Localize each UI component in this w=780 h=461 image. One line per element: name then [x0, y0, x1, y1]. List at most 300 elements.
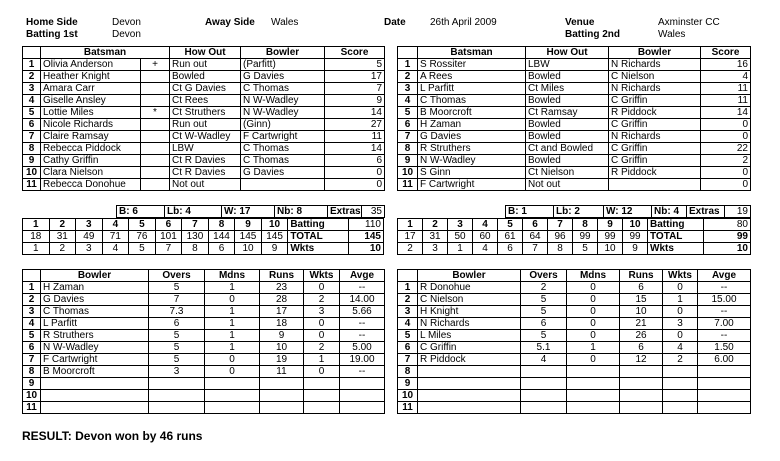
fow-wicket-number: 6 — [523, 219, 548, 231]
extras-value: 19 — [725, 206, 751, 218]
row-number: 11 — [398, 402, 418, 414]
total-label: TOTAL — [648, 231, 704, 243]
score: 5 — [325, 59, 385, 71]
row-number: 2 — [398, 71, 418, 83]
bowler-row — [23, 330, 385, 342]
batting-value: 80 — [704, 219, 751, 231]
wickets-value: 10 — [704, 243, 751, 255]
how-out: Bowled — [526, 71, 609, 83]
fow-score: 31 — [49, 231, 76, 243]
bowler-name: R Piddock — [609, 167, 701, 179]
bowler-name — [241, 179, 325, 191]
row-number: 6 — [398, 119, 418, 131]
maidens: 0 — [567, 282, 620, 294]
batsman-name: C Thomas — [418, 95, 526, 107]
batsman-name: Amara Carr — [41, 83, 141, 95]
average: -- — [698, 330, 751, 342]
wickets: 2 — [663, 354, 698, 366]
overs: 5 — [149, 342, 205, 354]
bowler-name: N Richards — [418, 318, 521, 330]
maidens-header: Mdns — [567, 270, 620, 282]
overs — [521, 366, 567, 378]
maidens: 1 — [205, 330, 260, 342]
fow-score: 31 — [423, 231, 448, 243]
score-header: Score — [325, 47, 385, 59]
how-out: Ct G Davies — [170, 83, 241, 95]
wickets: 0 — [304, 366, 340, 378]
average: 6.00 — [698, 354, 751, 366]
fow-batsman-row — [23, 243, 384, 255]
extras-value: 35 — [362, 206, 385, 218]
wickets-label: Wkts — [648, 243, 704, 255]
bowler-name: R Struthers — [41, 330, 149, 342]
bowler-row — [23, 378, 385, 390]
bowler-row — [398, 318, 751, 330]
fow-score-row — [23, 231, 384, 243]
row-number: 1 — [23, 282, 41, 294]
batsman-row — [398, 167, 751, 179]
bowler-name: R Piddock — [418, 354, 521, 366]
batsman-name: Rebecca Piddock — [41, 143, 141, 155]
bowler-name: N Richards — [609, 131, 701, 143]
maidens: 0 — [205, 294, 260, 306]
bowler-row — [23, 354, 385, 366]
wickets-header: Wkts — [304, 270, 340, 282]
bowler-name: C Thomas — [241, 155, 325, 167]
header-num-cell — [398, 47, 418, 59]
batsman-row — [23, 95, 385, 107]
batsman-header: Batsman — [418, 47, 526, 59]
captain-keeper-mark: + — [141, 59, 170, 71]
row-number: 6 — [23, 342, 41, 354]
total-value: 99 — [704, 231, 751, 243]
score: 17 — [325, 71, 385, 83]
score: 2 — [701, 155, 751, 167]
overs — [149, 402, 205, 414]
row-number: 9 — [398, 155, 418, 167]
wickets — [663, 402, 698, 414]
bowler-name: R Piddock — [609, 107, 701, 119]
bowler-name: (Ginn) — [241, 119, 325, 131]
batsman-name: F Cartwright — [418, 179, 526, 191]
row-number: 1 — [23, 59, 41, 71]
bowler-name: H Zaman — [41, 282, 149, 294]
row-number: 7 — [23, 131, 41, 143]
row-number: 9 — [23, 378, 41, 390]
fow-wicket-number: 3 — [76, 219, 103, 231]
score: 0 — [325, 167, 385, 179]
row-number: 6 — [23, 119, 41, 131]
maidens: 1 — [205, 318, 260, 330]
fow-batsman-out: 1 — [448, 243, 473, 255]
how-out: Bowled — [526, 155, 609, 167]
how-out: Bowled — [526, 131, 609, 143]
runs: 10 — [620, 306, 663, 318]
batsman-row — [23, 83, 385, 95]
score: 0 — [701, 131, 751, 143]
fow-batsman-out: 8 — [182, 243, 209, 255]
fow-score: 49 — [76, 231, 103, 243]
maidens — [205, 390, 260, 402]
maidens-header: Mdns — [205, 270, 260, 282]
wickets — [304, 402, 340, 414]
bowler-name: F Cartwright — [41, 354, 149, 366]
away-extras-row — [505, 205, 751, 218]
overs: 5.1 — [521, 342, 567, 354]
batsman-name: Rebecca Donohue — [41, 179, 141, 191]
runs — [620, 366, 663, 378]
score: 22 — [701, 143, 751, 155]
wickets — [663, 366, 698, 378]
captain-keeper-mark — [141, 71, 170, 83]
wickets: 1 — [304, 354, 340, 366]
how-out-header: How Out — [526, 47, 609, 59]
wickets: 3 — [663, 318, 698, 330]
wickets: 0 — [663, 306, 698, 318]
bowler-header: Bowler — [241, 47, 325, 59]
bowler-name — [418, 366, 521, 378]
captain-keeper-mark — [141, 179, 170, 191]
fow-wicket-number: 10 — [261, 219, 288, 231]
how-out: Ct R Davies — [170, 155, 241, 167]
fow-wicket-number: 5 — [498, 219, 523, 231]
batsman-row — [398, 83, 751, 95]
bowler-row — [23, 318, 385, 330]
row-number: 1 — [398, 59, 418, 71]
score: 0 — [701, 119, 751, 131]
batsman-name: G Davies — [418, 131, 526, 143]
fow-wicket-number: 1 — [398, 219, 423, 231]
fow-batsman-out: 2 — [398, 243, 423, 255]
batting-first-label: Batting 1st — [26, 29, 78, 40]
overs: 7.3 — [149, 306, 205, 318]
bowling-header-row — [398, 270, 751, 282]
fow-score-row — [398, 231, 751, 243]
venue-label: Venue — [565, 17, 595, 28]
row-number: 7 — [23, 354, 41, 366]
leg-byes: Lb: 4 — [165, 206, 222, 218]
row-number: 4 — [23, 95, 41, 107]
average: -- — [698, 306, 751, 318]
row-number: 2 — [398, 294, 418, 306]
bowler-name: C Griffin — [609, 119, 701, 131]
fow-wicket-row — [398, 219, 751, 231]
fow-wicket-number: 2 — [423, 219, 448, 231]
runs-header: Runs — [620, 270, 663, 282]
row-number: 3 — [398, 83, 418, 95]
bowler-header: Bowler — [41, 270, 149, 282]
runs: 12 — [620, 354, 663, 366]
score: 16 — [701, 59, 751, 71]
average: 19.00 — [340, 354, 385, 366]
bowler-name: C Thomas — [241, 83, 325, 95]
row-number: 10 — [23, 167, 41, 179]
row-number: 3 — [398, 306, 418, 318]
maidens: 0 — [567, 294, 620, 306]
fow-wicket-number: 9 — [598, 219, 623, 231]
date-label: Date — [384, 17, 406, 28]
wickets — [663, 378, 698, 390]
away-side-value: Wales — [271, 17, 299, 28]
fow-wicket-number: 2 — [49, 219, 76, 231]
maidens: 0 — [567, 318, 620, 330]
total-value: 145 — [348, 231, 383, 243]
overs: 5 — [149, 354, 205, 366]
fow-batsman-out: 7 — [523, 243, 548, 255]
score: 0 — [701, 179, 751, 191]
batsman-row — [23, 107, 385, 119]
runs — [260, 390, 304, 402]
bowler-name: C Thomas — [241, 143, 325, 155]
average: 15.00 — [698, 294, 751, 306]
fow-wicket-number: 10 — [623, 219, 648, 231]
batsman-row — [398, 131, 751, 143]
average — [698, 378, 751, 390]
bowler-row — [398, 330, 751, 342]
fow-score: 71 — [102, 231, 129, 243]
average — [340, 402, 385, 414]
fow-score: 61 — [498, 231, 523, 243]
overs: 6 — [149, 318, 205, 330]
average-header: Avge — [340, 270, 385, 282]
batsman-row — [398, 179, 751, 191]
wickets: 4 — [663, 342, 698, 354]
bowler-name: B Moorcroft — [41, 366, 149, 378]
bowler-name: N W-Wadley — [241, 107, 325, 119]
row-number: 8 — [23, 366, 41, 378]
runs: 9 — [260, 330, 304, 342]
bowler-row — [398, 306, 751, 318]
how-out: Ct R Davies — [170, 167, 241, 179]
fow-wicket-number: 6 — [155, 219, 182, 231]
how-out: Not out — [170, 179, 241, 191]
batsman-name: S Ginn — [418, 167, 526, 179]
away-batting-table — [397, 46, 751, 191]
how-out: Bowled — [526, 95, 609, 107]
overs: 3 — [149, 366, 205, 378]
row-number: 7 — [398, 131, 418, 143]
batsman-name: Olivia Anderson — [41, 59, 141, 71]
score: 0 — [701, 167, 751, 179]
fow-batsman-out: 2 — [49, 243, 76, 255]
wickets-value: 10 — [348, 243, 383, 255]
fow-batsman-out: 1 — [23, 243, 50, 255]
batsman-row — [398, 143, 751, 155]
row-number: 9 — [398, 378, 418, 390]
bowler-name: F Cartwright — [241, 131, 325, 143]
fow-batsman-row — [398, 243, 751, 255]
captain-keeper-mark — [141, 83, 170, 95]
bowler-name: C Griffin — [609, 143, 701, 155]
home-fow-table — [22, 218, 384, 255]
maidens — [205, 378, 260, 390]
bowler-name: C Griffin — [418, 342, 521, 354]
batsman-row — [398, 107, 751, 119]
fow-batsman-out: 7 — [155, 243, 182, 255]
overs — [521, 378, 567, 390]
wickets: 0 — [663, 330, 698, 342]
wickets — [304, 390, 340, 402]
bowler-name: N W-Wadley — [41, 342, 149, 354]
batsman-name: N W-Wadley — [418, 155, 526, 167]
how-out: Bowled — [170, 71, 241, 83]
fow-wicket-number: 1 — [23, 219, 50, 231]
fow-score: 144 — [208, 231, 235, 243]
score-header: Score — [701, 47, 751, 59]
bowler-row — [398, 390, 751, 402]
fow-score: 76 — [129, 231, 156, 243]
fow-batsman-out: 6 — [498, 243, 523, 255]
row-number: 7 — [398, 354, 418, 366]
runs: 6 — [620, 342, 663, 354]
score: 4 — [701, 71, 751, 83]
row-number: 11 — [23, 402, 41, 414]
overs-header: Overs — [149, 270, 205, 282]
fow-batsman-out: 10 — [235, 243, 262, 255]
row-number: 10 — [398, 167, 418, 179]
bowler-name — [41, 402, 149, 414]
byes: B: 1 — [506, 206, 554, 218]
average: -- — [340, 282, 385, 294]
header-num-cell — [23, 270, 41, 282]
fow-batsman-out: 4 — [102, 243, 129, 255]
average: 5.66 — [340, 306, 385, 318]
bowler-row — [398, 294, 751, 306]
row-number: 1 — [398, 282, 418, 294]
batsman-row — [23, 143, 385, 155]
header-num-cell — [23, 47, 41, 59]
wickets — [304, 378, 340, 390]
how-out: LBW — [170, 143, 241, 155]
fow-score: 130 — [182, 231, 209, 243]
batsman-header: Batsman — [41, 47, 170, 59]
overs: 2 — [521, 282, 567, 294]
row-number: 4 — [398, 318, 418, 330]
overs: 6 — [521, 318, 567, 330]
fow-batsman-out: 5 — [129, 243, 156, 255]
no-balls: Nb: 8 — [275, 206, 328, 218]
batsman-row — [23, 59, 385, 71]
batsman-row — [23, 119, 385, 131]
overs: 5 — [521, 306, 567, 318]
runs: 23 — [260, 282, 304, 294]
runs: 21 — [620, 318, 663, 330]
average — [340, 390, 385, 402]
row-number: 9 — [23, 155, 41, 167]
runs-header: Runs — [260, 270, 304, 282]
bowler-name: C Griffin — [609, 95, 701, 107]
wickets: 3 — [304, 306, 340, 318]
row-number: 3 — [23, 83, 41, 95]
runs: 18 — [260, 318, 304, 330]
batsman-row — [398, 59, 751, 71]
bowler-name: C Thomas — [41, 306, 149, 318]
captain-keeper-mark — [141, 167, 170, 179]
bowler-row — [23, 282, 385, 294]
score: 9 — [325, 95, 385, 107]
bowler-row — [398, 378, 751, 390]
bowler-row — [398, 354, 751, 366]
overs: 5 — [149, 282, 205, 294]
fow-batsman-out: 3 — [76, 243, 103, 255]
average: -- — [340, 366, 385, 378]
average-header: Avge — [698, 270, 751, 282]
runs: 28 — [260, 294, 304, 306]
batsman-name: Claire Ramsay — [41, 131, 141, 143]
how-out: Ct W-Wadley — [170, 131, 241, 143]
wickets-header: Wkts — [663, 270, 698, 282]
bowler-name: H Knight — [418, 306, 521, 318]
score: 11 — [325, 131, 385, 143]
maidens — [567, 366, 620, 378]
how-out: Not out — [526, 179, 609, 191]
batsman-name: H Zaman — [418, 119, 526, 131]
how-out: Ct Nielson — [526, 167, 609, 179]
bowler-row — [398, 342, 751, 354]
runs: 26 — [620, 330, 663, 342]
header-num-cell — [398, 270, 418, 282]
captain-keeper-mark: * — [141, 107, 170, 119]
row-number: 8 — [398, 143, 418, 155]
bowler-name — [418, 390, 521, 402]
fow-wicket-number: 4 — [473, 219, 498, 231]
overs: 5 — [149, 330, 205, 342]
row-number: 3 — [23, 306, 41, 318]
bowler-name: C Nielson — [418, 294, 521, 306]
wickets: 2 — [304, 294, 340, 306]
batting-value: 110 — [348, 219, 383, 231]
wickets: 2 — [304, 342, 340, 354]
fow-wicket-number: 8 — [208, 219, 235, 231]
fow-batsman-out: 8 — [548, 243, 573, 255]
overs: 4 — [521, 354, 567, 366]
overs: 5 — [521, 330, 567, 342]
wickets — [663, 390, 698, 402]
fow-batsman-out: 4 — [473, 243, 498, 255]
away-bowling-table — [22, 269, 385, 414]
fow-score: 96 — [548, 231, 573, 243]
maidens: 0 — [205, 354, 260, 366]
bowler-name: R Donohue — [418, 282, 521, 294]
score: 27 — [325, 119, 385, 131]
runs: 6 — [620, 282, 663, 294]
fow-batsman-out: 5 — [573, 243, 598, 255]
fow-score: 99 — [573, 231, 598, 243]
fow-score: 99 — [598, 231, 623, 243]
batsman-name: R Struthers — [418, 143, 526, 155]
how-out-header: How Out — [170, 47, 241, 59]
bowler-row — [23, 402, 385, 414]
overs: 5 — [521, 294, 567, 306]
fow-wicket-number: 4 — [102, 219, 129, 231]
average — [698, 390, 751, 402]
average: 5.00 — [340, 342, 385, 354]
fow-score: 101 — [155, 231, 182, 243]
runs: 17 — [260, 306, 304, 318]
batsman-row — [23, 131, 385, 143]
match-result: RESULT: Devon won by 46 runs — [22, 429, 203, 443]
wickets: 0 — [304, 330, 340, 342]
score: 6 — [325, 155, 385, 167]
average: 7.00 — [698, 318, 751, 330]
bowler-row — [23, 306, 385, 318]
bowler-name: G Davies — [241, 71, 325, 83]
wickets: 1 — [663, 294, 698, 306]
batsman-row — [23, 167, 385, 179]
bowler-row — [23, 294, 385, 306]
average: 14.00 — [340, 294, 385, 306]
runs — [260, 402, 304, 414]
